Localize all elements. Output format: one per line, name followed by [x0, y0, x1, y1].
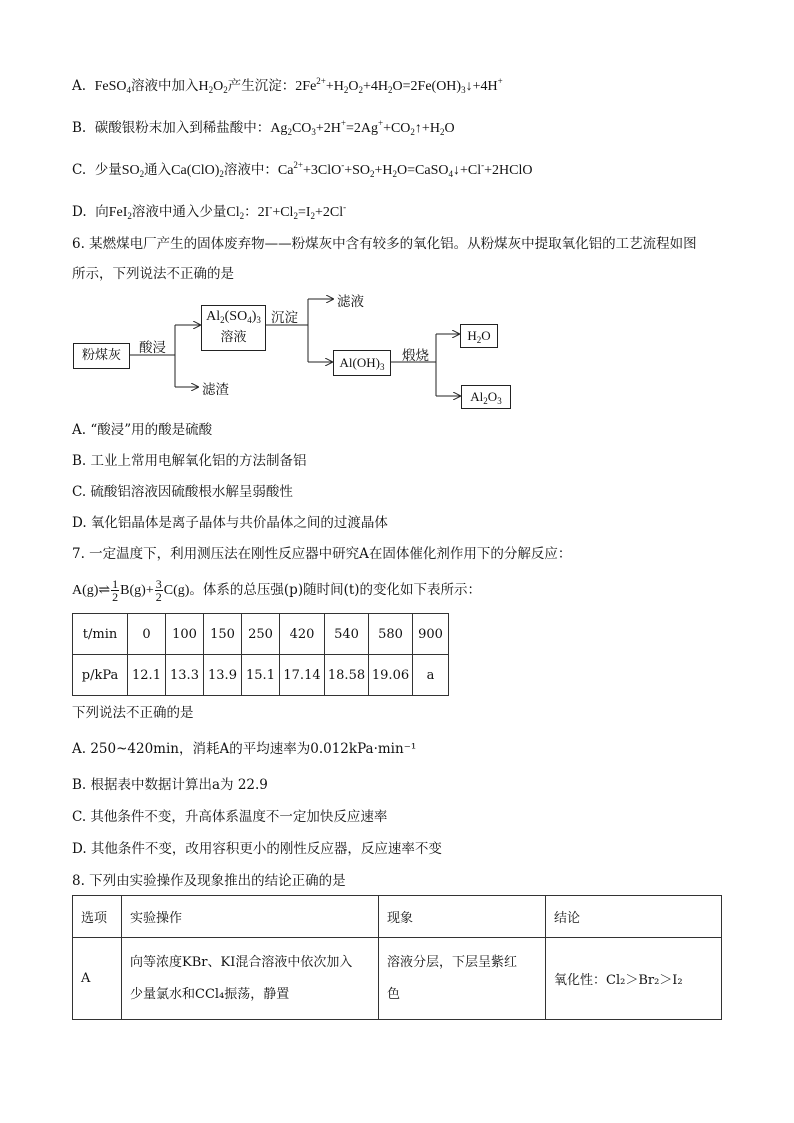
table-cell: 250: [242, 614, 280, 655]
flow-residue: 滤渣: [202, 382, 229, 398]
table-header: 实验操作: [122, 896, 379, 938]
flow-solution-label: 溶液: [220, 330, 247, 345]
q6-stem-line2: 所示，下列说法不正确的是: [72, 266, 234, 282]
table-cell: 150: [204, 614, 242, 655]
q5-option-a: A. FeSO$_4$溶液中加入$H_2O_2$产生沉淀：$2Fe^{2+}+H_2O_2+4H_2O=2Fe(OH)_3↓+4H^+$: [72, 76, 503, 95]
table-cell: 580: [369, 614, 413, 655]
flow-filtrate: 滤液: [337, 294, 364, 310]
q8-stem: 8. 下列由实验操作及现象推出的结论正确的是: [72, 873, 346, 889]
flow-step-precip: 沉淀: [271, 310, 298, 326]
phenomenon-line: 溶液分层，下层呈紫红: [387, 954, 518, 970]
q7-stem: 7. 一定温度下，利用测压法在刚性反应器中研究A在固体催化剂作用下的分解反应：: [72, 546, 572, 562]
flow-solution-box: $Al_2(SO_4)_3$ 溶液: [201, 305, 266, 351]
table-cell: 18.58: [325, 655, 369, 696]
flow-step-acid: 酸浸: [139, 340, 166, 356]
q5-option-a-label: A.: [72, 78, 87, 94]
q6-option-c: C. 硫酸铝溶液因硫酸根水解呈弱酸性: [72, 484, 293, 500]
table-cell: 12.1: [128, 655, 166, 696]
q7-reaction-line: [72, 576, 481, 605]
table-cell: a: [413, 655, 449, 696]
flow-start-box: 粉煤灰: [73, 343, 130, 369]
q6-option-a: A. “酸浸”用的酸是硫酸: [72, 422, 213, 438]
table-row: [73, 938, 722, 1020]
table-row: [73, 896, 722, 938]
q7-option-d: D. 其他条件不变，改用容积更小的刚性反应器，反应速率不变: [72, 841, 442, 857]
q6-option-b: B. 工业上常用电解氧化铝的方法制备铝: [72, 453, 307, 469]
q5-option-b-label: B.: [72, 120, 87, 136]
table-cell: 13.9: [204, 655, 242, 696]
q5-option-d: D. 向FeI$_2$溶液中通入少量$Cl_2$：$2I^-+Cl_2=I_2+2Cl^-$: [72, 202, 347, 221]
table-cell: 100: [166, 614, 204, 655]
q7-reaction-equation: A(g)⇌ $\frac{1}{2}$ B(g)+ $\frac{3}{2}$ C(g): [72, 577, 190, 605]
q5-option-c-label: C.: [72, 162, 87, 178]
phenomenon-line: 色: [387, 986, 401, 1002]
flow-hydroxide-box: $Al(OH)_3$: [333, 350, 391, 376]
q7-reaction-tail: 。体系的总压强(p)随时间(t)的变化如下表所示：: [189, 582, 482, 598]
table-header-time: t/min: [73, 614, 128, 655]
q6-option-d: D. 氧化铝晶体是离子晶体与共价晶体之间的过渡晶体: [72, 515, 388, 531]
table-cell: 0: [128, 614, 166, 655]
q5-option-c: C. 少量$SO_2$通入$Ca(ClO)_2$溶液中：$Ca^{2+}+3ClO^-+SO_2+H_2O=CaSO_4↓+Cl^-+2HClO$: [72, 160, 533, 179]
flow-step-calcine: 煅烧: [402, 348, 429, 364]
table-header-pressure: p/kPa: [73, 655, 128, 696]
q5-option-d-label: D.: [72, 204, 87, 220]
table-header: 现象: [379, 896, 546, 938]
table-cell: 17.14: [280, 655, 325, 696]
q7-data-table: [72, 613, 449, 696]
q6-stem-line1: 6. 某燃煤电厂产生的固体废弃物——粉煤灰中含有较多的氧化铝。从粉煤灰中提取氧化铝的工艺流程如图: [72, 236, 697, 252]
flow-alumina-box: $Al_2O_3$: [461, 385, 511, 409]
table-cell-conclusion: 氧化性：Cl₂＞Br₂＞I₂: [546, 938, 722, 1020]
table-cell: 15.1: [242, 655, 280, 696]
q7-option-b: B. 根据表中数据计算出a为 22.9: [72, 777, 268, 793]
table-header: 选项: [73, 896, 122, 938]
q7-lead: 下列说法不正确的是: [72, 705, 194, 721]
q8-table: [72, 895, 722, 1020]
table-cell-option: A: [73, 938, 122, 1020]
table-row: [73, 655, 449, 696]
q7-option-c: C. 其他条件不变，升高体系温度不一定加快反应速率: [72, 809, 388, 825]
table-cell: 19.06: [369, 655, 413, 696]
table-row: [73, 614, 449, 655]
q5-option-b: B. 碳酸银粉末加入到稀盐酸中：$Ag_2CO_3+2H^+=2Ag^++CO_2↑+H_2O$: [72, 118, 455, 137]
table-cell: 900: [413, 614, 449, 655]
table-cell: 420: [280, 614, 325, 655]
operation-line: 向等浓度KBr、KI混合溶液中依次加入: [130, 954, 353, 970]
table-header: 结论: [546, 896, 722, 938]
table-cell-operation: [122, 938, 379, 1020]
table-cell: 540: [325, 614, 369, 655]
operation-line: 少量氯水和CCl₄振荡，静置: [130, 986, 290, 1002]
flow-water-box: $H_2O$: [460, 324, 498, 348]
table-cell: 13.3: [166, 655, 204, 696]
table-cell-phenomenon: [379, 938, 546, 1020]
q7-option-a: A. 250~420min，消耗A的平均速率为0.012kPa·min⁻¹: [72, 741, 417, 757]
